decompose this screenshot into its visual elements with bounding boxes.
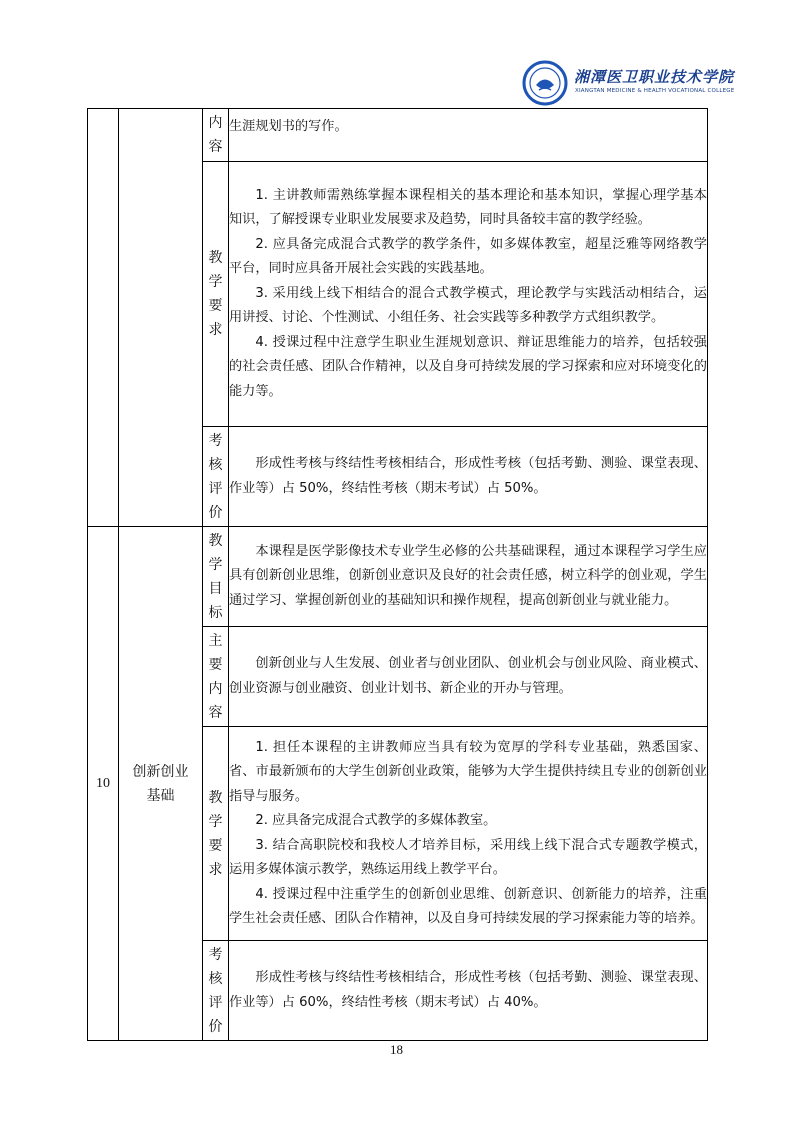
course-number: 10 bbox=[88, 527, 119, 1041]
table-row bbox=[88, 109, 708, 162]
row-label-objectives: 教 学 目 标 bbox=[203, 527, 229, 627]
course-name: 创新创业 基础 bbox=[119, 527, 203, 1041]
course-number-cell bbox=[88, 109, 119, 527]
row-label-requirements: 教 学 要 求 bbox=[203, 727, 229, 941]
course-name-cell bbox=[119, 109, 203, 527]
school-name-cn: 湘潭医卫职业技术学院 bbox=[574, 68, 735, 86]
row-body-assessment: 形成性考核与终结性考核相结合，形成性考核（包括考勤、测验、课堂表现、作业等）占 50%，终结性考核（期末考试）占 50%。 bbox=[229, 427, 708, 527]
school-seal-icon bbox=[522, 60, 568, 106]
row-label-main-content: 主 要 内 容 bbox=[203, 627, 229, 727]
row-label-assessment: 考 核 评 价 bbox=[203, 427, 229, 527]
course-table bbox=[87, 108, 708, 1041]
school-name-en: XIANGTAN MEDICINE & HEALTH VOCATIONAL COLLEGE bbox=[575, 88, 735, 94]
row-label-assessment: 考 核 评 价 bbox=[203, 941, 229, 1041]
row-body-objectives: 本课程是医学影像技术专业学生必修的公共基础课程，通过本课程学习学生应具有创新创业思维，创新创业意识及良好的社会责任感，树立科学的创业观，学生通过学习、掌握创新创业的基础知识和操作规程，提高创新创业与就业能力。 bbox=[229, 527, 708, 627]
row-label-requirements: 教 学 要 求 bbox=[203, 162, 229, 427]
row-body-content: 生涯规划书的写作。 bbox=[229, 109, 708, 162]
page-number: 18 bbox=[390, 1042, 403, 1057]
row-body-requirements: 1. 担任本课程的主讲教师应当具有较为宽厚的学科专业基础，熟悉国家、省、市最新颁布的大学生创新创业政策，能够为大学生提供持续且专业的创新创业指导与服务。 2. 应具备完成混合式教学的多媒体教室。 3. 结合高职院校和我校人才培养目标，采用线上线下混合式专题教学模式，运用多媒体演示教学，熟练运用线上教学平台。 4. 授课过程中注重学生的创新创业思维、创新意识、创新能力的培养，注重学生社会责任感、团队合作精神，以及自身可持续发展的学习探索能力等的培养。 bbox=[229, 727, 708, 941]
row-body-main-content: 创新创业与人生发展、创业者与创业团队、创业机会与创业风险、商业模式、创业资源与创业融资、创业计划书、新企业的开办与管理。 bbox=[229, 627, 708, 727]
row-body-assessment: 形成性考核与终结性考核相结合，形成性考核（包括考勤、测验、课堂表现、作业等）占 60%，终结性考核（期末考试）占 40%。 bbox=[229, 941, 708, 1041]
table-row bbox=[88, 527, 708, 627]
row-label-content: 内 容 bbox=[203, 109, 229, 162]
school-logo bbox=[522, 60, 735, 108]
row-body-requirements: 1. 主讲教师需熟练掌握本课程相关的基本理论和基本知识，掌握心理学基本知识，了解授课专业职业发展要求及趋势，同时具备较丰富的教学经验。 2. 应具备完成混合式教学的教学条件，如多媒体教室，超星泛雅等网络教学平台，同时应具备开展社会实践的实践基地。 3. 采用线上线下相结合的混合式教学模式，理论教学与实践活动相结合，运用讲授、讨论、个性测试、小组任务、社会实践等多种教学方式组织教学。 4. 授课过程中注意学生职业生涯规划意识、辩证思维能力的培养，包括较强的社会责任感、团队合作精神，以及自身可持续发展的学习探索和应对环境变化的能力等。 bbox=[229, 162, 708, 427]
